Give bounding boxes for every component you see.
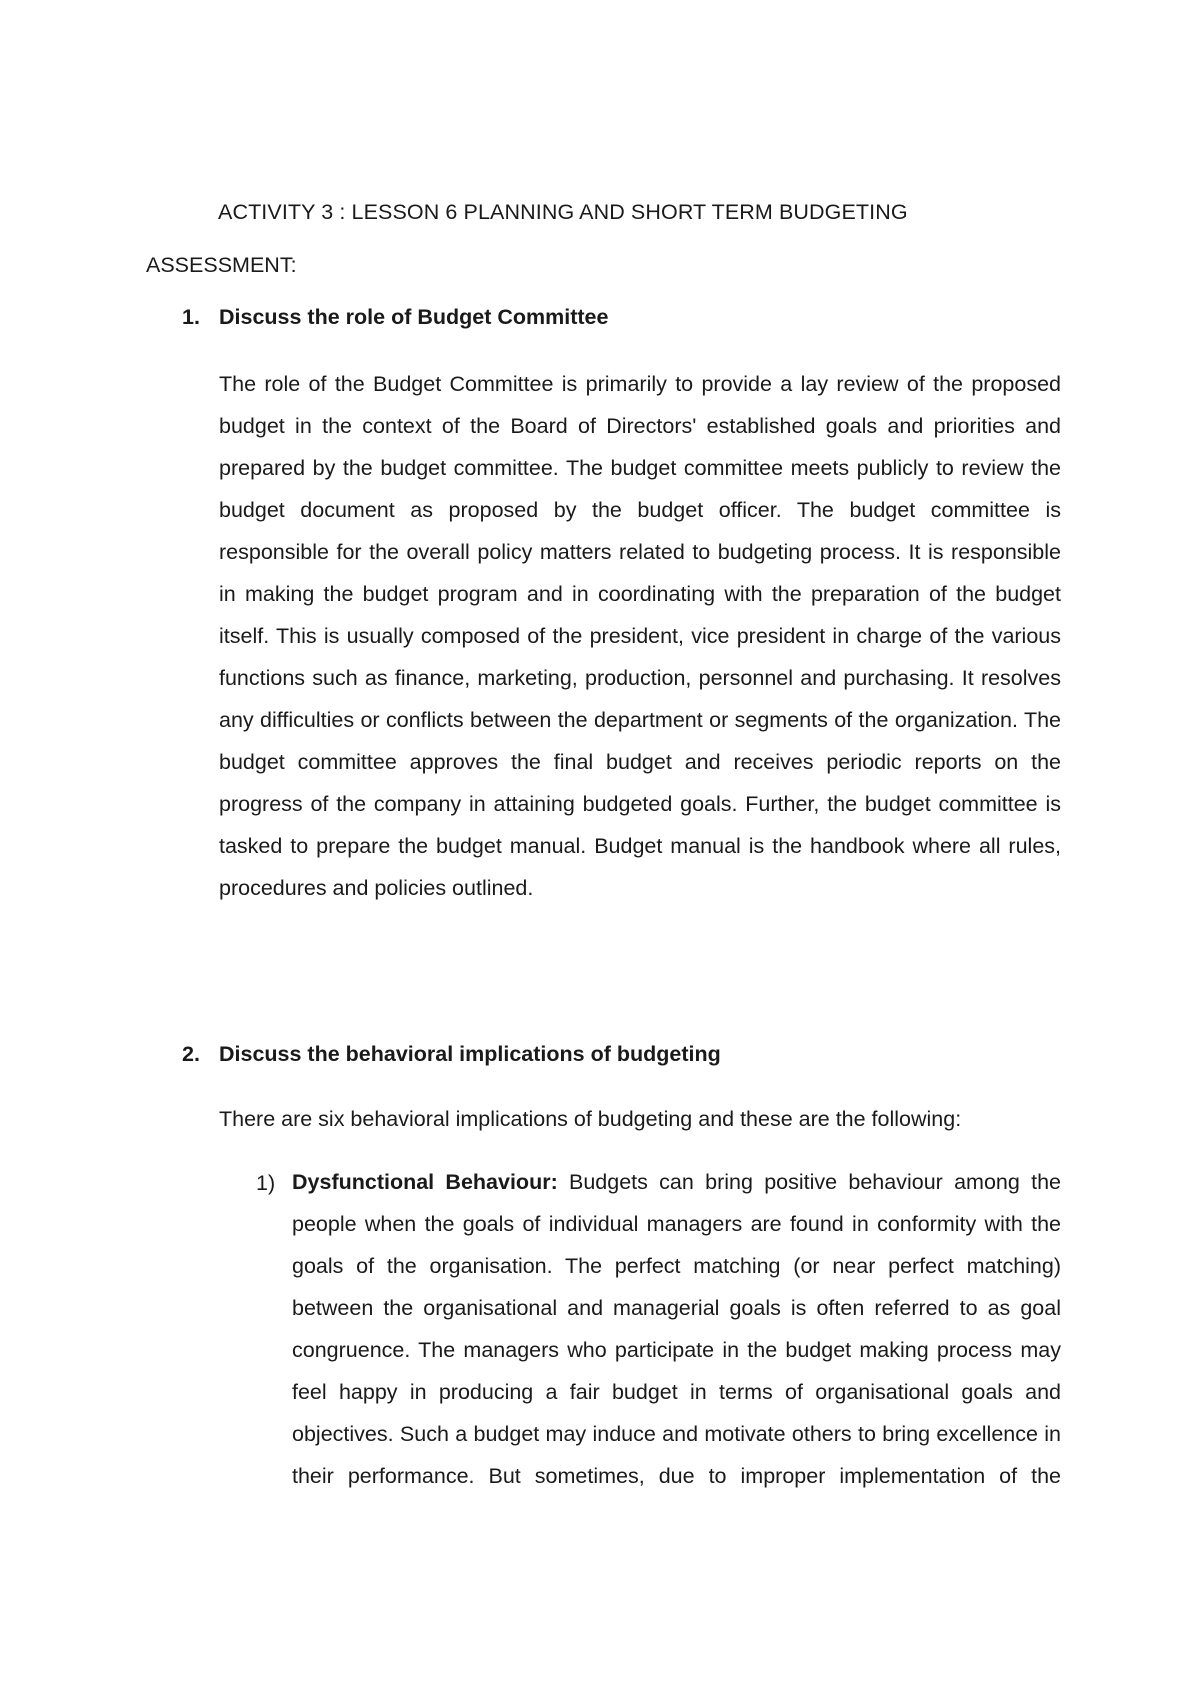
question-1-answer: The role of the Budget Committee is primarily to provide a lay review of the proposed budget in the context of the Board of Directors' established goals and priorities and prepared by the budget committee. The budget committee meets publicly to review the budget document as proposed by the budget officer. The budget committee is responsible for the overall policy matters related to budgeting process. It is responsible in making the budget program and in coordinating with the preparation of the budget itself. This is usually composed of the president, vice president in charge of the various functions such as finance, marketing, production, personnel and purchasing. It resolves any difficulties or conflicts between the department or segments of the organization. The budget committee approves the final budget and receives periodic reports on the progress of the company in attaining budgeted goals. Further, the budget committee is tasked to prepare the budget manual. Budget manual is the handbook where all rules, procedures and policies outlined. xyxy=(219,372,1061,900)
list-item-term: Dysfunctional Behaviour: xyxy=(292,1170,558,1194)
question-1-heading: Discuss the role of Budget Committee xyxy=(219,305,609,329)
list-item-text: Budgets can bring positive behaviour among the people when the goals of individual managers are found in conformity with the goals of the organisation. The perfect matching (or near perfect matching) between the organisational and managerial goals is often referred to as goal congruence. The managers who participate in the budget making process may feel happy in producing a fair budget in terms of organisational goals and objectives. Such a budget may induce and motivate others to bring excellence in their performance. But sometimes, due to improper implementation of the xyxy=(292,1170,1061,1488)
question-1-number: 1. xyxy=(182,305,200,329)
question-2-heading: Discuss the behavioral implications of budgeting xyxy=(219,1042,721,1066)
question-2-intro: There are six behavioral implications of budgeting and these are the following: xyxy=(219,1107,962,1131)
list-item xyxy=(292,1161,1061,1497)
list-item-number: 1) xyxy=(256,1171,276,1195)
question-2-number: 2. xyxy=(182,1042,200,1066)
section-label: ASSESSMENT: xyxy=(146,253,297,277)
document-title: ACTIVITY 3 : LESSON 6 PLANNING AND SHORT TERM BUDGETING xyxy=(218,200,908,224)
